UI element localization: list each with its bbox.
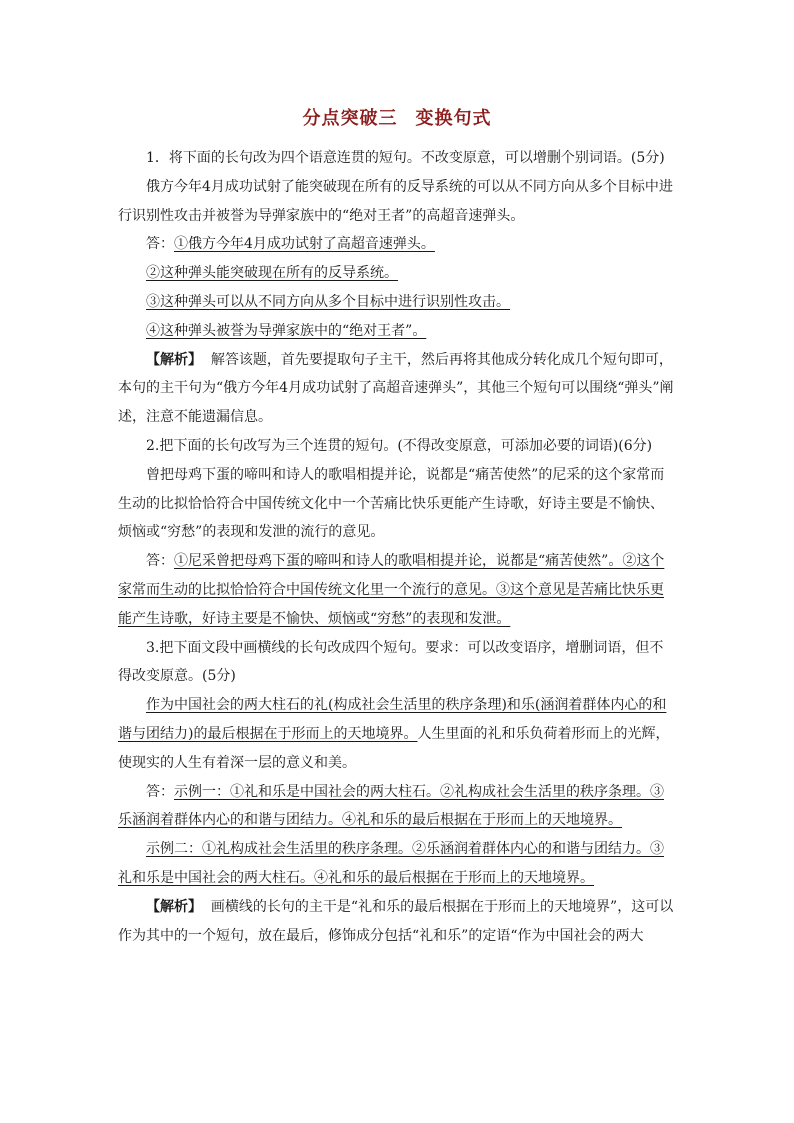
title-sub: 变换句式 [415, 108, 492, 129]
q3-underlined-sentence: 作为中国社会的两大柱石的礼(构成社会生活里的秩序条理)和乐(涵润着群体内心的和谐与团结力)的最后根据在于形而上的天地境界。 [118, 697, 667, 742]
q1-prompt: 1．将下面的长句改为四个语意连贯的短句。不改变原意，可以增删个别词语。(5分) [146, 150, 665, 166]
q2-prompt: 2.把下面的长句改写为三个连贯的短句。(不得改变原意，可添加必要的词语)(6分) [146, 437, 653, 454]
q1-answer-4 [118, 317, 676, 346]
answer-prefix: 答： [146, 553, 174, 570]
title-main: 分点突破三 [302, 108, 398, 129]
q1-text: 俄方今年4月成功试射了能突破现在所有的反导系统的可以从不同方向从多个目标中进行识别性攻击并被誉为导弹家族中的“绝对王者”的高超音速弹头。 [118, 178, 673, 224]
answer-prefix: 答： [146, 236, 174, 253]
document-page [118, 100, 676, 950]
q1-answer-3 [118, 288, 676, 317]
answer-prefix: 答： [146, 783, 174, 800]
q2-answer [118, 547, 676, 633]
analysis-tag: 【解析】 [146, 351, 202, 368]
q3-example-1-text: 示例一：①礼和乐是中国社会的两大柱石。②礼构成社会生活里的秩序条理。③乐涵润着群体内心的和谐与团结力。④礼和乐的最后根据在于形而上的天地境界。 [118, 783, 664, 829]
q1-answer-line: ①俄方今年4月成功试射了高超音速弹头。 [174, 236, 435, 253]
q1-analysis [118, 346, 676, 432]
q1-analysis-text: 解答该题，首先要提取句子主干，然后再将其他成分转化成几个短句即可，本句的主干句为“俄方今年4月成功试射了高超音速弹头”，其他三个短句可以围绕“弹头”阐述，注意不能遗漏信息。 [118, 351, 674, 426]
page-title [118, 104, 676, 130]
q3-example-2-text: 示例二：①礼构成社会生活里的秩序条理。②乐涵润着群体内心的和谐与团结力。③礼和乐是中国社会的两大柱石。④礼和乐的最后根据在于形而上的天地境界。 [118, 841, 664, 886]
q3-prompt: 3.把下面文段中画横线的长句改成四个短句。要求：可以改变语序，增删词语，但不得改变原意。(5分) [118, 639, 664, 685]
analysis-tag: 【解析】 [146, 898, 202, 915]
q3-example-2 [118, 835, 676, 893]
q2-text: 曾把母鸡下蛋的啼叫和诗人的歌唱相提并论，说都是“痛苦使然”的尼采的这个家常而生动的比拟恰恰符合中国传统文化中一个苦痛比快乐更能产生诗歌，好诗主要是不愉快、烦恼或“穷愁”的表现和发泄的流行的意见。 [118, 466, 665, 541]
q1-answer-line: ②这种弹头能突破现在所有的反导系统。 [146, 265, 398, 282]
q1-answer-line: ③这种弹头可以从不同方向从多个目标中进行识别性攻击。 [146, 293, 510, 310]
q3-analysis [118, 893, 676, 951]
q3-analysis-text: 画横线的长句的主干是“礼和乐的最后根据在于形而上的天地境界”，这可以作为其中的一个短句，放在最后，修饰成分包括“礼和乐”的定语“作为中国社会的两大 [118, 898, 674, 944]
q3-example-1 [118, 778, 676, 836]
q1-answer-1 [118, 230, 676, 259]
q3-text [118, 691, 676, 777]
q1-answer-2 [118, 259, 676, 288]
q1-answer-line: ④这种弹头被誉为导弹家族中的“绝对王者”。 [146, 322, 427, 339]
q2-answer-text: ①尼采曾把母鸡下蛋的啼叫和诗人的歌唱相提并论，说都是“痛苦使然”。②这个家常而生动的比拟恰恰符合中国传统文化里一个流行的意见。③这个意见是苦痛比快乐更能产生诗歌，好诗主要是不愉快、烦恼或“穷愁”的表现和发泄。 [118, 553, 665, 627]
q3-rest-text: 人生里面的礼和乐负荷着形而上的光辉，使现实的人生有着深一层的意义和美。 [118, 725, 670, 771]
